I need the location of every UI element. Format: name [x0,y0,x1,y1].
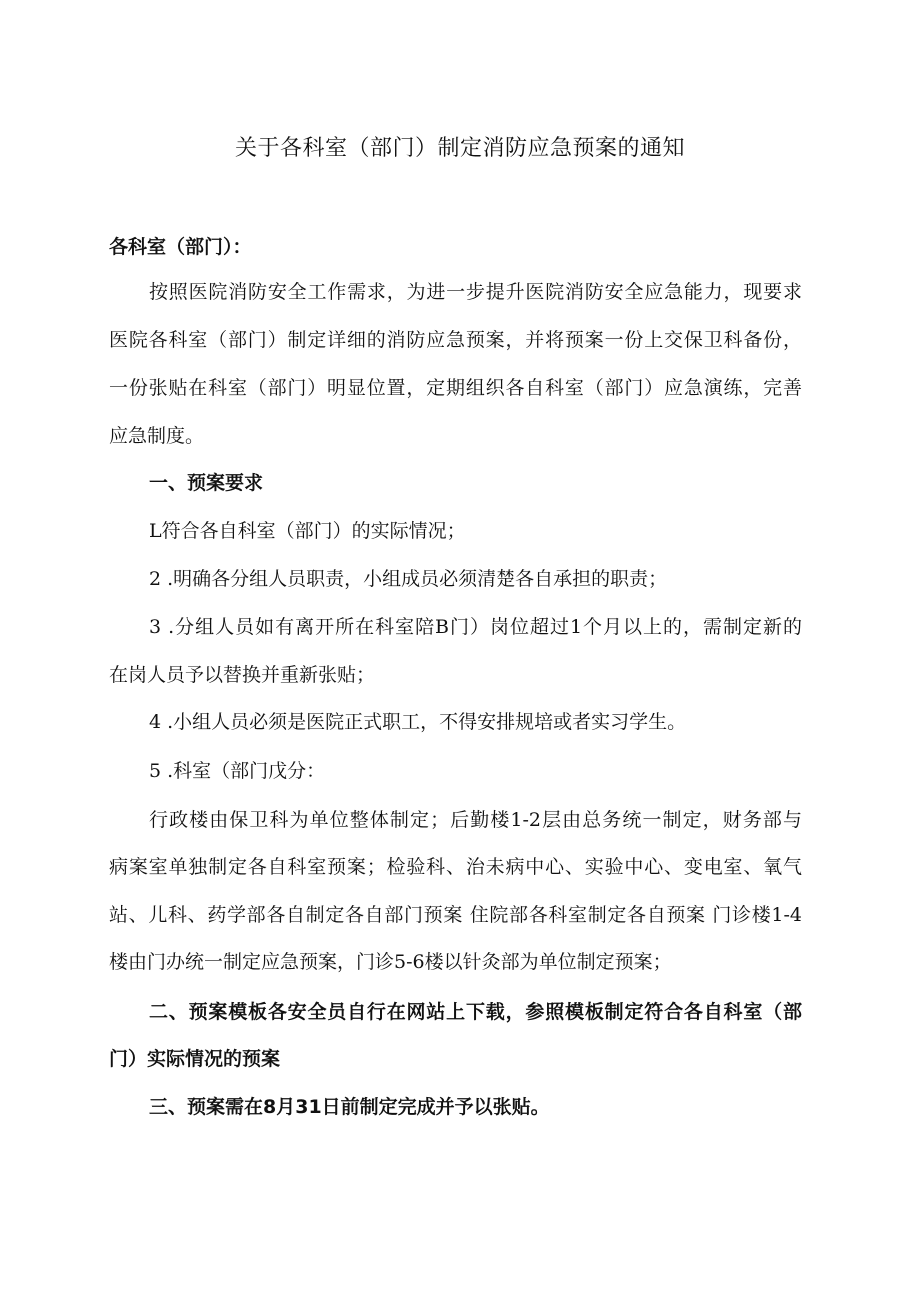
requirement-item-1: L符合各自科室（部门）的实际情况； [149,520,466,542]
section-2-line-2: 门）实际情况的预案 [109,1048,281,1070]
requirement-item-3-line-1: 3 .分组人员如有离开所在科室陪B门）岗位超过1个月以上的，需制定新的 [149,616,802,638]
intro-line-3: 一份张贴在科室（部门）明显位置，定期组织各自科室（部门）应急演练，完善 [109,377,802,399]
intro-line-1: 按照医院消防安全工作需求，为进一步提升医院消防安全应急能力，现要求 [149,281,802,303]
division-line-2: 病案室单独制定各自科室预案；检验科、治未病中心、实验中心、变电室、氧气 [109,856,802,878]
section-1-heading: 一、预案要求 [149,472,264,494]
requirement-item-5: 5 .科室（部门戊分： [149,760,326,782]
division-line-1: 行政楼由保卫科为单位整体制定；后勤楼1-2层由总务统一制定，财务部与 [149,809,802,831]
salutation: 各科室（部门）： [109,236,252,258]
division-line-3: 站、儿科、药学部各自制定各自部门预案 住院部各科室制定各自预案 门诊楼1-4 [109,904,802,926]
requirement-item-4: 4 .小组人员必须是医院正式职工，不得安排规培或者实习学生。 [149,711,687,733]
requirement-item-3-line-2: 在岗人员予以替换并重新张贴； [109,664,376,686]
intro-line-2: 医院各科室（部门）制定详细的消防应急预案，并将预案一份上交保卫科备份， [109,329,802,351]
section-3-line-1: 三、预案需在8月31日前制定完成并予以张贴。 [149,1096,550,1118]
intro-line-4: 应急制度。 [109,425,205,447]
requirement-item-2: 2 .明确各分组人员职责，小组成员必须清楚各自承担的职责； [149,568,668,590]
division-line-4: 楼由门办统一制定应急预案，门诊5-6楼以针灸部为单位制定预案； [109,951,672,973]
document-title: 关于各科室（部门）制定消防应急预案的通知 [234,136,685,161]
section-2-line-1: 二、预案模板各安全员自行在网站上下载，参照模板制定符合各自科室（部 [149,1001,802,1023]
